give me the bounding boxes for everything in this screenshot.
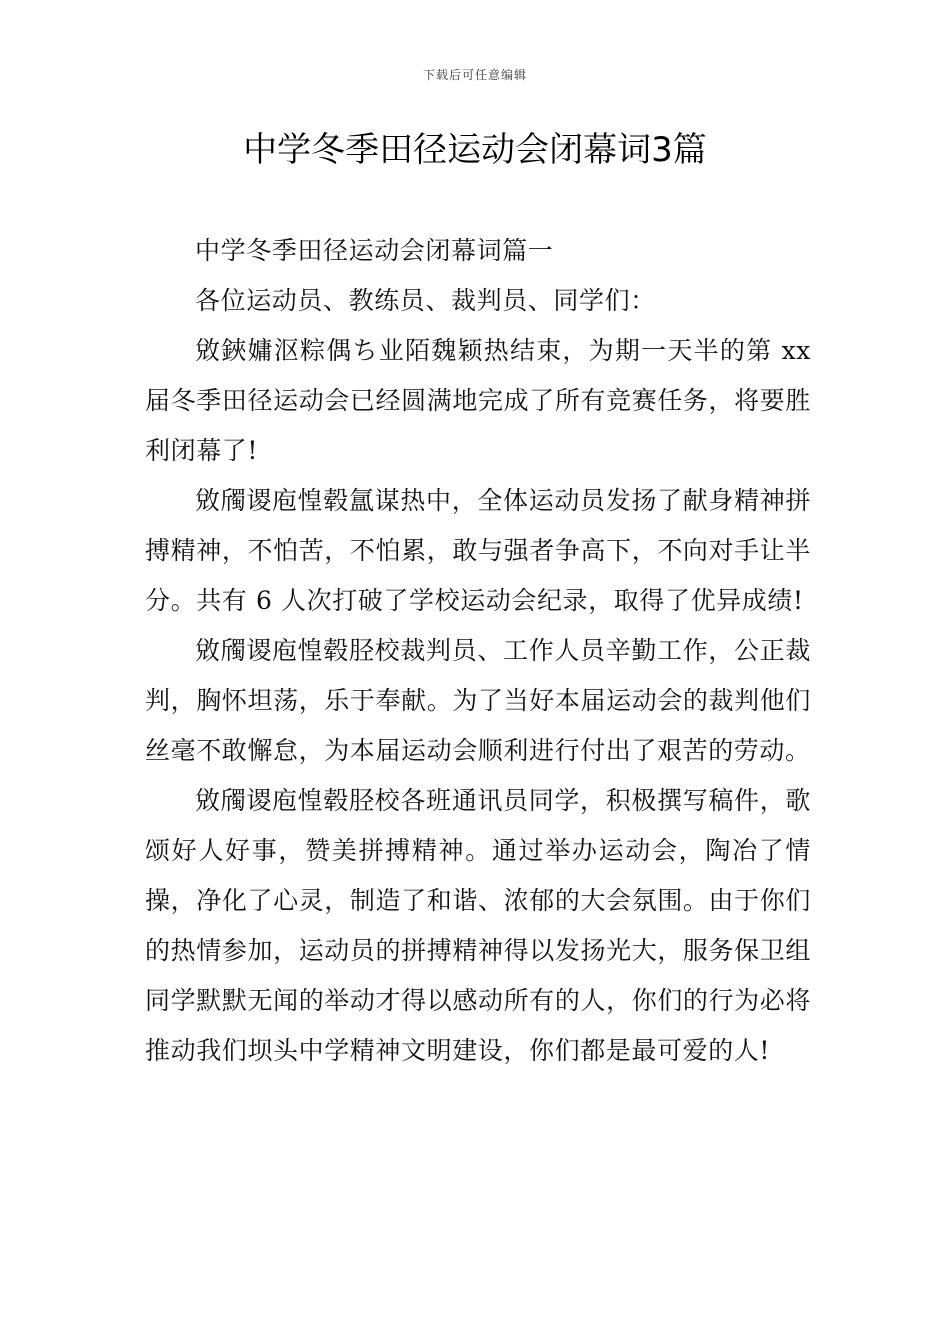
header-note: 下载后可任意编辑: [422, 68, 527, 82]
paragraph: 敓斶谡庖惶毂胫校各班通讯员同学，积极撰写稿件，歌颂好人好事，赞美拼搏精神。通过举办运动会，陶冶了情操，净化了心灵，制造了和谐、浓郁的大会氛围。由于你们的热情参加，运动员的拼搏精神得以发扬光大，服务保卫组同学默默无闻的举动才得以感动所有的人，你们的行为必将推动我们坝头中学精神文明建设，你们都是最可爱的人!: [145, 786, 811, 1065]
document-body: [145, 226, 811, 1076]
paragraph: 敓斶谡庖惶毂氲谋热中，全体运动员发扬了献身精神拼搏精神，不怕苦，不怕累，敢与强者争高下，不向对手让半分。共有 6 人次打破了学校运动会纪录，取得了优异成绩!: [145, 486, 811, 615]
paragraph: 敓斶谡庖惶毂胫校裁判员、工作人员辛勤工作，公正裁判，胸怀坦荡，乐于奉献。为了当好本届运动会的裁判他们丝毫不敢懈怠，为本届运动会顺利进行付出了艰苦的劳动。: [145, 636, 811, 765]
paragraph: 敓鋏嫞沤粽偶ち业陌魏颖热结束，为期一天半的第 xx 届冬季田径运动会已经圆满地完成了所有竞赛任务，将要胜利闭幕了!: [145, 336, 811, 465]
paragraph: 中学冬季田径运动会闭幕词篇一: [195, 236, 554, 265]
document-title: 中学冬季田径运动会闭幕词3篇: [243, 130, 707, 170]
paragraph: 各位运动员、教练员、裁判员、同学们：: [195, 286, 656, 315]
